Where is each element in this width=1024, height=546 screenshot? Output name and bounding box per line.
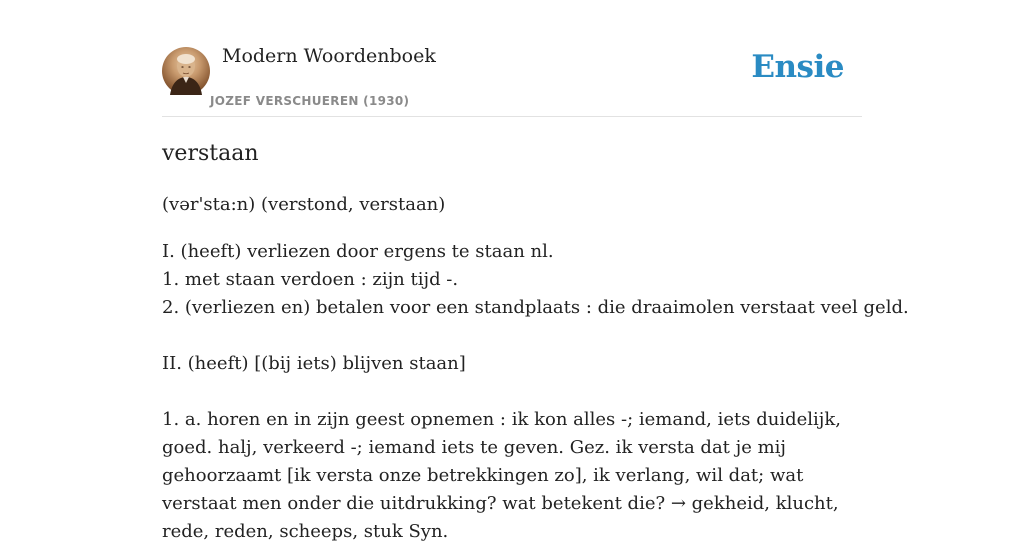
book-title[interactable]: Modern Woordenboek: [222, 45, 436, 67]
entry-definitions: [162, 238, 909, 546]
entry-pronunciation: (vər'sta:n) (verstond, verstaan): [162, 194, 446, 215]
entry-headword: verstaan: [162, 141, 259, 166]
entry-content: [162, 138, 909, 546]
definition-line: 1. met staan verdoen : zijn tijd -.: [162, 269, 459, 290]
blank-line: [162, 378, 862, 406]
header: [162, 0, 862, 117]
definition-line: II. (heeft) [(bij iets) blijven staan]: [162, 353, 466, 374]
definition-line: 2. (verliezen en) betalen voor een standplaats : die draaimolen verstaat veel geld.: [162, 297, 909, 318]
author-name[interactable]: JOZEF VERSCHUEREN (1930): [210, 94, 410, 108]
brand-logo[interactable]: Ensie: [751, 49, 844, 85]
portrait-icon: [162, 47, 210, 95]
definition-line: I. (heeft) verliezen door ergens te staan nl.: [162, 241, 554, 262]
author-avatar[interactable]: [162, 47, 210, 95]
definition-paragraph: 1. a. horen en in zijn geest opnemen : ik kon alles -; iemand, iets duidelijk, goed. halj, verkeerd -; iemand iets te geven. Gez. ik versta dat je mij gehoorzaamt [ik versta onze betrekkingen zo], ik verlang, wil dat; wat verstaat men onder die uitdrukking? wat betekent die? → gekheid, klucht, rede, reden, scheeps, stuk Syn.: [162, 409, 841, 542]
blank-line: [162, 322, 862, 350]
